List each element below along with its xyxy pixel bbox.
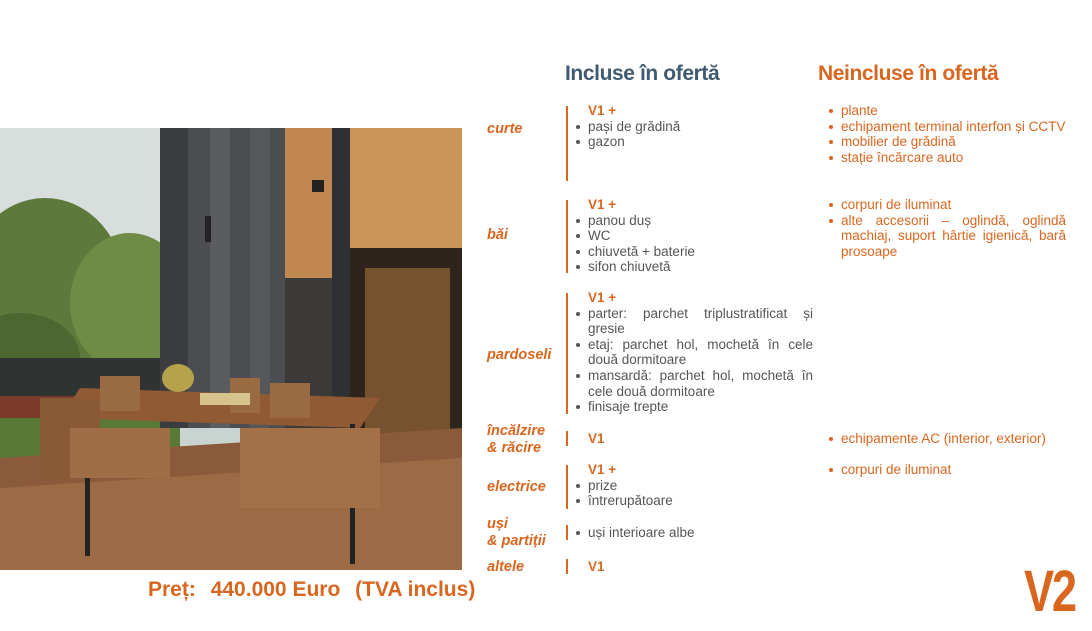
category-line: încălzire — [487, 423, 546, 439]
list-item: prize — [573, 478, 813, 494]
list-item: plante — [827, 103, 1066, 119]
included-list-electrice — [573, 462, 813, 509]
row-divider — [566, 200, 568, 273]
price-value: 440.000 Euro — [210, 578, 341, 601]
list-item: întrerupătoare — [573, 493, 813, 509]
list-item: uși interioare albe — [573, 525, 813, 541]
included-list-altele — [573, 559, 813, 575]
category-incalzire-racire — [487, 423, 545, 457]
list-item: V1 + — [588, 290, 617, 305]
category-line: uși — [487, 516, 508, 532]
category-pardoseli: pardoseli — [487, 347, 552, 363]
category-line: & răcire — [487, 440, 542, 456]
list-item: sifon chiuvetă — [573, 259, 813, 275]
category-bai: băi — [487, 227, 508, 243]
list-item: V1 + — [588, 103, 617, 118]
list-item: WC — [573, 228, 813, 244]
row-divider — [566, 559, 568, 574]
included-list-curte — [573, 103, 813, 150]
included-list-incalzire — [573, 431, 813, 447]
price-note: (TVA inclus) — [355, 578, 476, 601]
category-electrice: electrice — [487, 479, 546, 495]
excluded-list-incalzire — [827, 431, 1066, 447]
list-item: panou duș — [573, 213, 813, 229]
terrace-photo — [0, 128, 462, 570]
list-item: mobilier de grădină — [827, 134, 1066, 150]
list-item: gazon — [573, 134, 813, 150]
list-item: V1 + — [588, 197, 617, 212]
list-item: corpuri de iluminat — [827, 462, 1066, 478]
list-item: mansardă: parchet hol, mochetă în cele două dormitoare — [573, 368, 813, 399]
price-line — [148, 578, 484, 602]
list-item: chiuvetă + baterie — [573, 244, 813, 260]
list-item: V1 + — [588, 462, 617, 477]
list-item: stație încărcare auto — [827, 150, 1066, 166]
category-altele: altele — [487, 559, 525, 575]
excluded-header: Neincluse în ofertă — [818, 62, 999, 85]
row-divider — [566, 293, 568, 414]
list-item: alte accesorii – oglindă, oglindă machiaj, suport hârtie igienică, bară prosoape — [827, 213, 1066, 260]
excluded-list-bai — [827, 197, 1066, 259]
list-item: pași de grădină — [573, 119, 813, 135]
included-list-pardoseli — [573, 290, 813, 415]
list-item: V1 — [588, 431, 605, 446]
price-label: Preț: — [148, 578, 196, 601]
list-item: echipament terminal interfon și CCTV — [827, 119, 1066, 135]
category-line: & partiții — [487, 533, 546, 549]
list-item: corpuri de iluminat — [827, 197, 1066, 213]
list-item: parter: parchet triplustratificat și gresie — [573, 306, 813, 337]
excluded-list-electrice — [827, 462, 1066, 478]
included-header: Incluse în ofertă — [565, 62, 720, 85]
row-divider — [566, 525, 568, 540]
category-curte: curte — [487, 121, 523, 137]
row-divider — [566, 106, 568, 181]
version-badge: V2 — [1024, 559, 1075, 624]
included-list-usi — [573, 525, 813, 541]
list-item: V1 — [588, 559, 605, 574]
row-divider — [566, 431, 568, 446]
list-item: etaj: parchet hol, mochetă în cele două dormitoare — [573, 337, 813, 368]
included-list-bai — [573, 197, 813, 275]
list-item: echipamente AC (interior, exterior) — [827, 431, 1066, 447]
list-item: finisaje trepte — [573, 399, 813, 415]
category-usi-partitii — [487, 516, 546, 550]
excluded-list-curte — [827, 103, 1066, 165]
row-divider — [566, 465, 568, 509]
